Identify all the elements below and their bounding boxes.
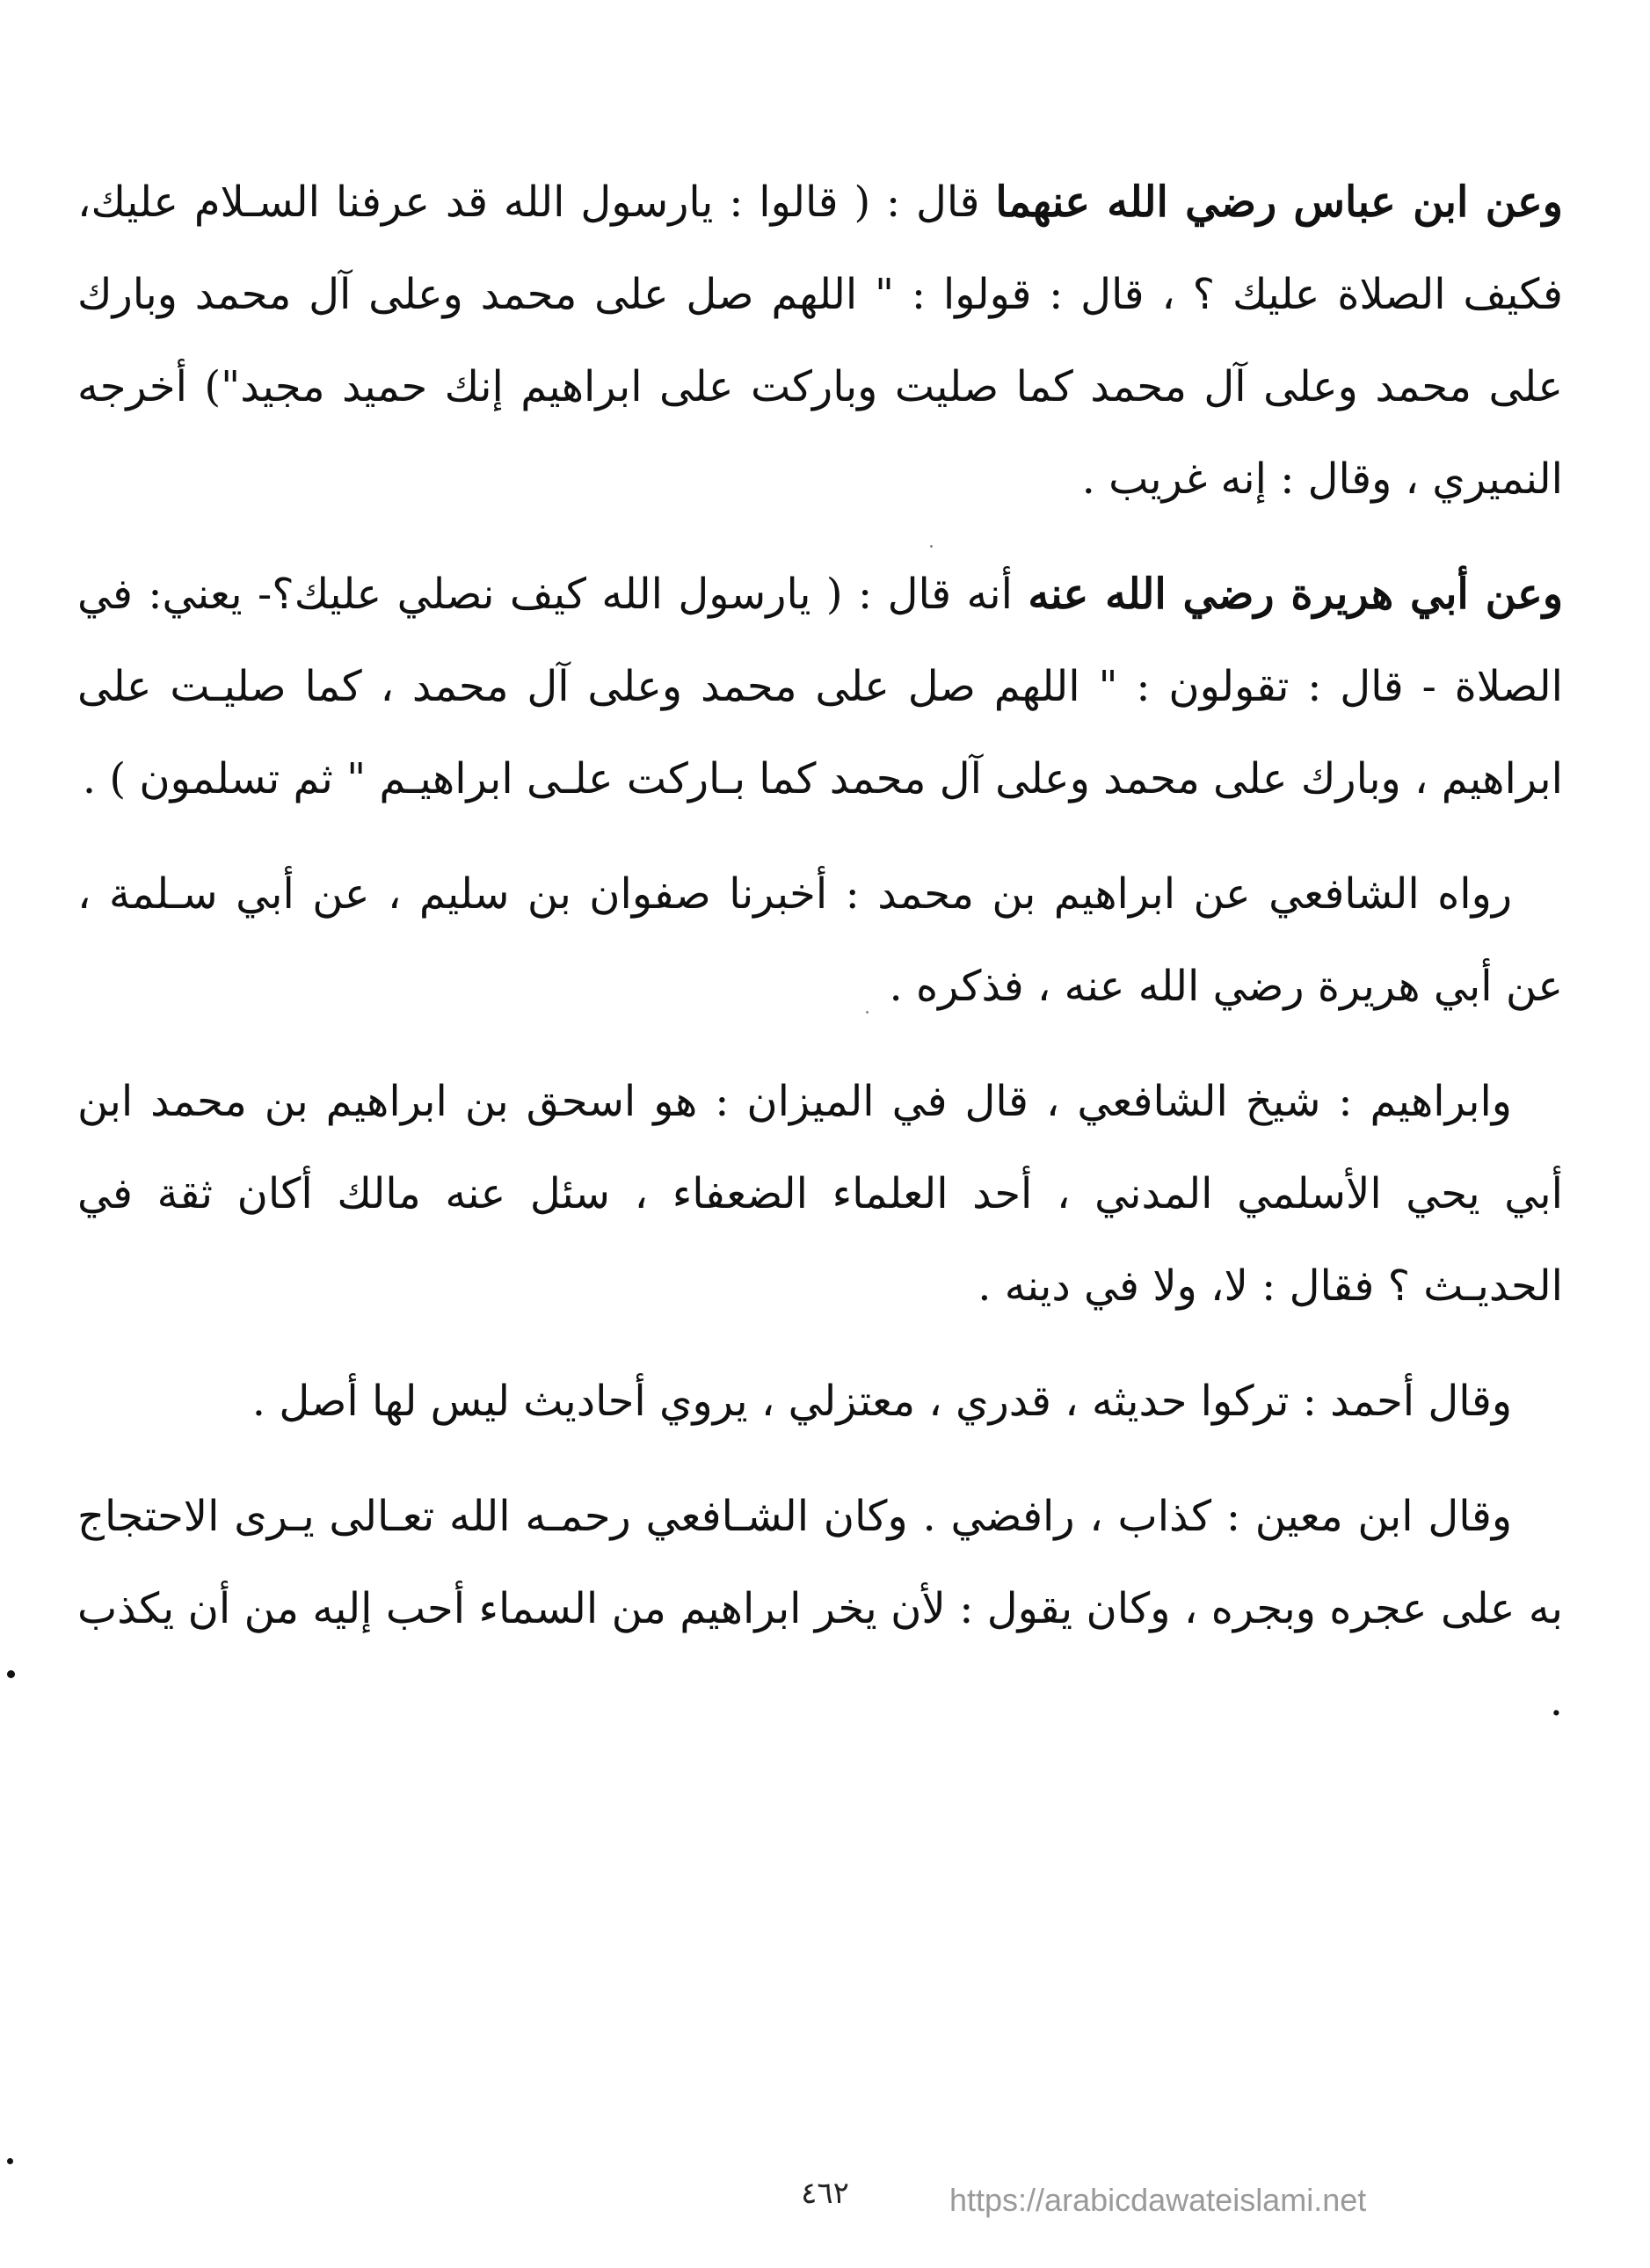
narration-chain-paragraph <box>77 848 1563 1033</box>
scan-speck <box>930 545 933 548</box>
watermark-url: https://arabicdawateislami.net <box>949 2182 1367 2218</box>
narrator-lead: وعن أبي هريرة رضي الله عنه <box>1028 570 1563 619</box>
ibrahim-note-paragraph <box>77 1056 1563 1333</box>
paragraph-text: أنه قال : ( يارسول الله كيف نصلي عليك؟- يعني: في الصلاة - قال : تقولون : " اللهم صل على محمد وعلى آل محمد ، كما صليـت على ابراهيم ، وبارك على محمد وعلى آل محمد كما بـاركت علـى ابراهيـم " ثم تسلمون ) . <box>77 570 1563 803</box>
ahmad-statement-paragraph <box>77 1356 1563 1448</box>
page-body <box>77 156 1563 1748</box>
page-number: ٤٦٢ <box>801 2176 849 2211</box>
paragraph-text: رواه الشافعي عن ابراهيم بن محمد : أخبرنا صفوان بن سليم ، عن أبي سـلمة ، عن أبي هريرة رضي الله عنه ، فذكره . <box>77 869 1563 1011</box>
hadith-abu-hurayra-paragraph <box>77 549 1563 825</box>
paragraph-text: وقال ابن معين : كذاب ، رافضي . وكان الشـافعي رحمـه الله تعـالى يـرى الاحتجاج به على عجره وبجره ، وكان يقول : لأن يخر ابراهيم من السماء أحب إليه من أن يكذب . <box>77 1492 1564 1726</box>
narrator-lead: وعن ابن عباس رضي الله عنهما <box>995 178 1563 227</box>
ibn-main-statement-paragraph <box>77 1471 1563 1748</box>
paragraph-text: قال : ( قالوا : يارسول الله قد عرفنا السـلام عليك، فكيف الصلاة عليك ؟ ، قال : قولوا : " اللهم صل على محمد وعلى آل محمد وبارك على محمد وعلى آل محمد كما صليت وباركت على ابراهيم إنك حميد مجيد") أخرجه النميري ، وقال : إنه غريب . <box>77 178 1564 504</box>
scan-speck <box>7 1670 15 1678</box>
paragraph-text: وقال أحمد : تركوا حديثه ، قدري ، معتزلي ، يروي أحاديث ليس لها أصل . <box>251 1377 1512 1426</box>
scan-speck <box>7 2158 13 2164</box>
paragraph-text: وابراهيم : شيخ الشافعي ، قال في الميزان : هو اسحق بن ابراهيم بن محمد ابن أبي يحي الأسلمي المدني ، أحد العلماء الضعفاء ، سئل عنه مالك أكان ثقة في الحديـث ؟ فقال : لا، ولا في دينه . <box>77 1077 1563 1311</box>
scan-speck <box>866 1011 869 1014</box>
hadith-ibn-abbas-paragraph <box>77 156 1563 526</box>
